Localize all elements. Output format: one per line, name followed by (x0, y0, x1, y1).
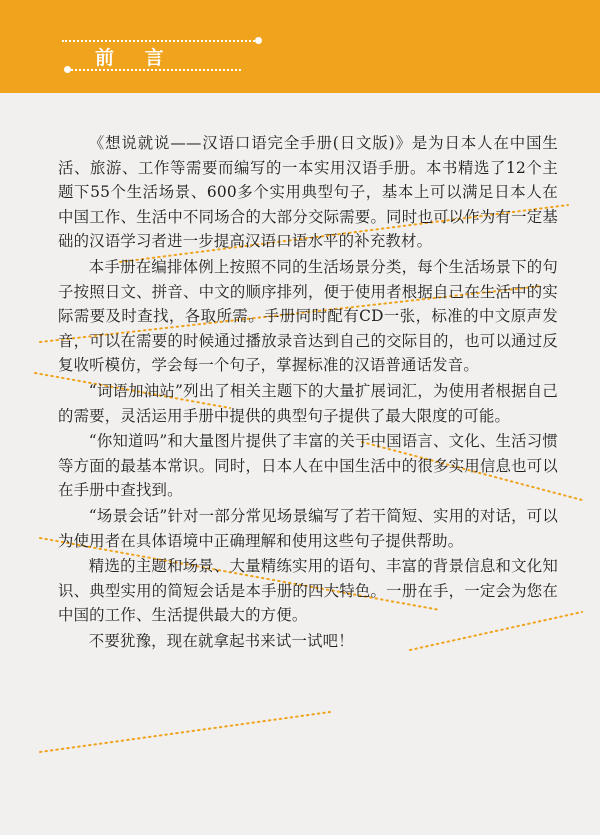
header-dot-bottom (64, 66, 71, 73)
header-banner (0, 0, 600, 93)
paragraph: “你知道吗”和大量图片提供了丰富的关于中国语言、文化、生活习惯等方面的最基本常识。同时，日本人在中国生活中的很多实用信息也可以在手册中查找到。 (58, 432, 558, 500)
header-dot-top (255, 37, 262, 44)
header-dotted-line-top (62, 40, 255, 42)
paragraph: 不要犹豫，现在就拿起书来试一试吧！ (88, 631, 354, 650)
header-dotted-line-bottom (71, 69, 241, 71)
paragraph: 本手册在编排体例上按照不同的生活场景分类，每个生活场景下的句子按照日文、拼音、中文的顺序排列，便于使用者根据自己在生活中的实际需要及时查找，各取所需。手册同时配有CD一张，标准的中文原声发音，可以在需要的时候通过播放录音达到自己的交际目的，也可以通过反复收听模仿，学会每一个句子，掌握标准的汉语普通话发音。 (58, 257, 558, 375)
preface-body (58, 131, 558, 653)
paragraph: 精选的主题和场景、大量精练实用的语句、丰富的背景信息和文化知识、典型实用的简短会话是本手册的四大特色。一册在手，一定会为您在中国的工作、生活提供最大的方便。 (58, 557, 558, 625)
paragraph: “场景会话”针对一部分常见场景编写了若干简短、实用的对话，可以为使用者在具体语境中正确理解和使用这些句子提供帮助。 (58, 506, 558, 550)
page-title: 前 言 (95, 47, 176, 69)
paragraph: “词语加油站”列出了相关主题下的大量扩展词汇，为使用者根据自己的需要，灵活运用手册中提供的典型句子提供了最大限度的可能。 (58, 381, 558, 425)
paragraph: 《想说就说——汉语口语完全手册(日文版)》是为日本人在中国生活、旅游、工作等需要而编写的一本实用汉语手册。本书精选了12个主题下55个生活场景、600多个实用典型句子，基本上可以满足日本人在中国工作、生活中不同场合的大部分交际需要。同时也可以作为有一定基础的汉语学习者进一步提高汉语口语水平的补充教材。 (58, 134, 558, 251)
